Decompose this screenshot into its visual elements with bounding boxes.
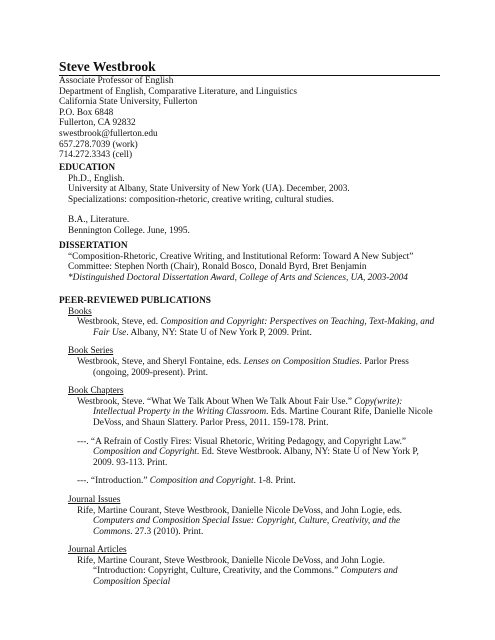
publication-entry: Westbrook, Steve, and Sheryl Fontaine, eds. Lenses on Composition Studies. Parlor Press (ongoing, 2009-present). Print. (77, 356, 409, 378)
education-section (59, 163, 439, 237)
phd-degree: Ph.D., English. (68, 173, 125, 184)
contact-line: Department of English, Comparative Literature, and Linguistics (59, 86, 298, 97)
author-name: Steve Westbrook (59, 59, 156, 74)
book-chapters-subheading: Book Chapters (68, 386, 124, 397)
contact-line: P.O. Box 6848 (59, 107, 114, 118)
contact-block (59, 76, 297, 161)
publication-entry: ---. “A Refrain of Costly Fires: Visual Rhetoric, Writing Pedagogy, and Copyright Law.” Composition and Copyright. Ed. Steve Westbrook. Albany, NY: State U of New York P, 2009. 93-113. Print. (77, 436, 419, 468)
book-series-subheading: Book Series (68, 346, 114, 357)
contact-line: 657.278.7039 (work) (59, 139, 138, 150)
publication-entry: Westbrook, Steve, ed. Composition and Copyright: Perspectives on Teaching, Text-Making, and Fair Use. Albany, NY: State U of New York P, 2009. Print. (77, 317, 435, 338)
journal-issues-subheading: Journal Issues (68, 494, 121, 505)
journal-articles-subheading: Journal Articles (68, 545, 127, 556)
education-heading: EDUCATION (59, 163, 116, 173)
publications-heading: PEER-REVIEWED PUBLICATIONS (59, 296, 211, 306)
contact-email: swestbrook@fullerton.edu (59, 128, 158, 139)
phd-specializations: Specializations: composition-rhetoric, creative writing, cultural studies. (68, 194, 334, 205)
books-subheading: Books (68, 306, 92, 317)
contact-line: Associate Professor of English (59, 76, 174, 86)
contact-line: Fullerton, CA 92832 (59, 118, 136, 129)
contact-line: 714.272.3343 (cell) (59, 150, 133, 161)
name-heading (59, 58, 440, 76)
dissertation-committee: Committee: Stephen North (Chair), Ronald Bosco, Donald Byrd, Bret Benjamin (68, 262, 367, 273)
dissertation-heading: DISSERTATION (59, 241, 128, 251)
dissertation-title: “Composition-Rhetoric, Creative Writing, and Institutional Reform: Toward A New Subject” (68, 251, 414, 262)
dissertation-section (59, 241, 439, 283)
publication-entry: Westbrook, Steve. “What We Talk About When We Talk About Fair Use.” Copy(write): Intellectual Property in the Writing Classroom. Eds. Martine Courant Rife, Danielle Nicole DeVoss, and Shaun Slattery. Parlor Press, 2011. 159-178. Print. (77, 396, 433, 428)
dissertation-award: *Distinguished Doctoral Dissertation Award, College of Arts and Sciences, UA, 2003-2004 (68, 272, 408, 283)
publications-section (59, 296, 439, 588)
publication-entry: Rife, Martine Courant, Steve Westbrook, Danielle Nicole DeVoss, and John Logie. “Introduction: Copyright, Culture, Creativity, and the Commons.” Computers and Composition Special (77, 555, 398, 588)
publication-entry: ---. “Introduction.” Composition and Copyright. 1-8. Print. (77, 476, 296, 487)
phd-school: University at Albany, State University of New York (UA). December, 2003. (68, 184, 350, 195)
contact-line: California State University, Fullerton (59, 97, 198, 108)
ba-degree: B.A., Literature. (68, 215, 130, 226)
publication-entry: Rife, Martine Courant, Steve Westbrook, Danielle Nicole DeVoss, and John Logie, eds. Computers and Composition Special Issue: Copyright, Culture, Creativity, and the Commons. 27.3 (2010). Print. (77, 505, 403, 537)
ba-school: Bennington College. June, 1995. (68, 225, 190, 236)
